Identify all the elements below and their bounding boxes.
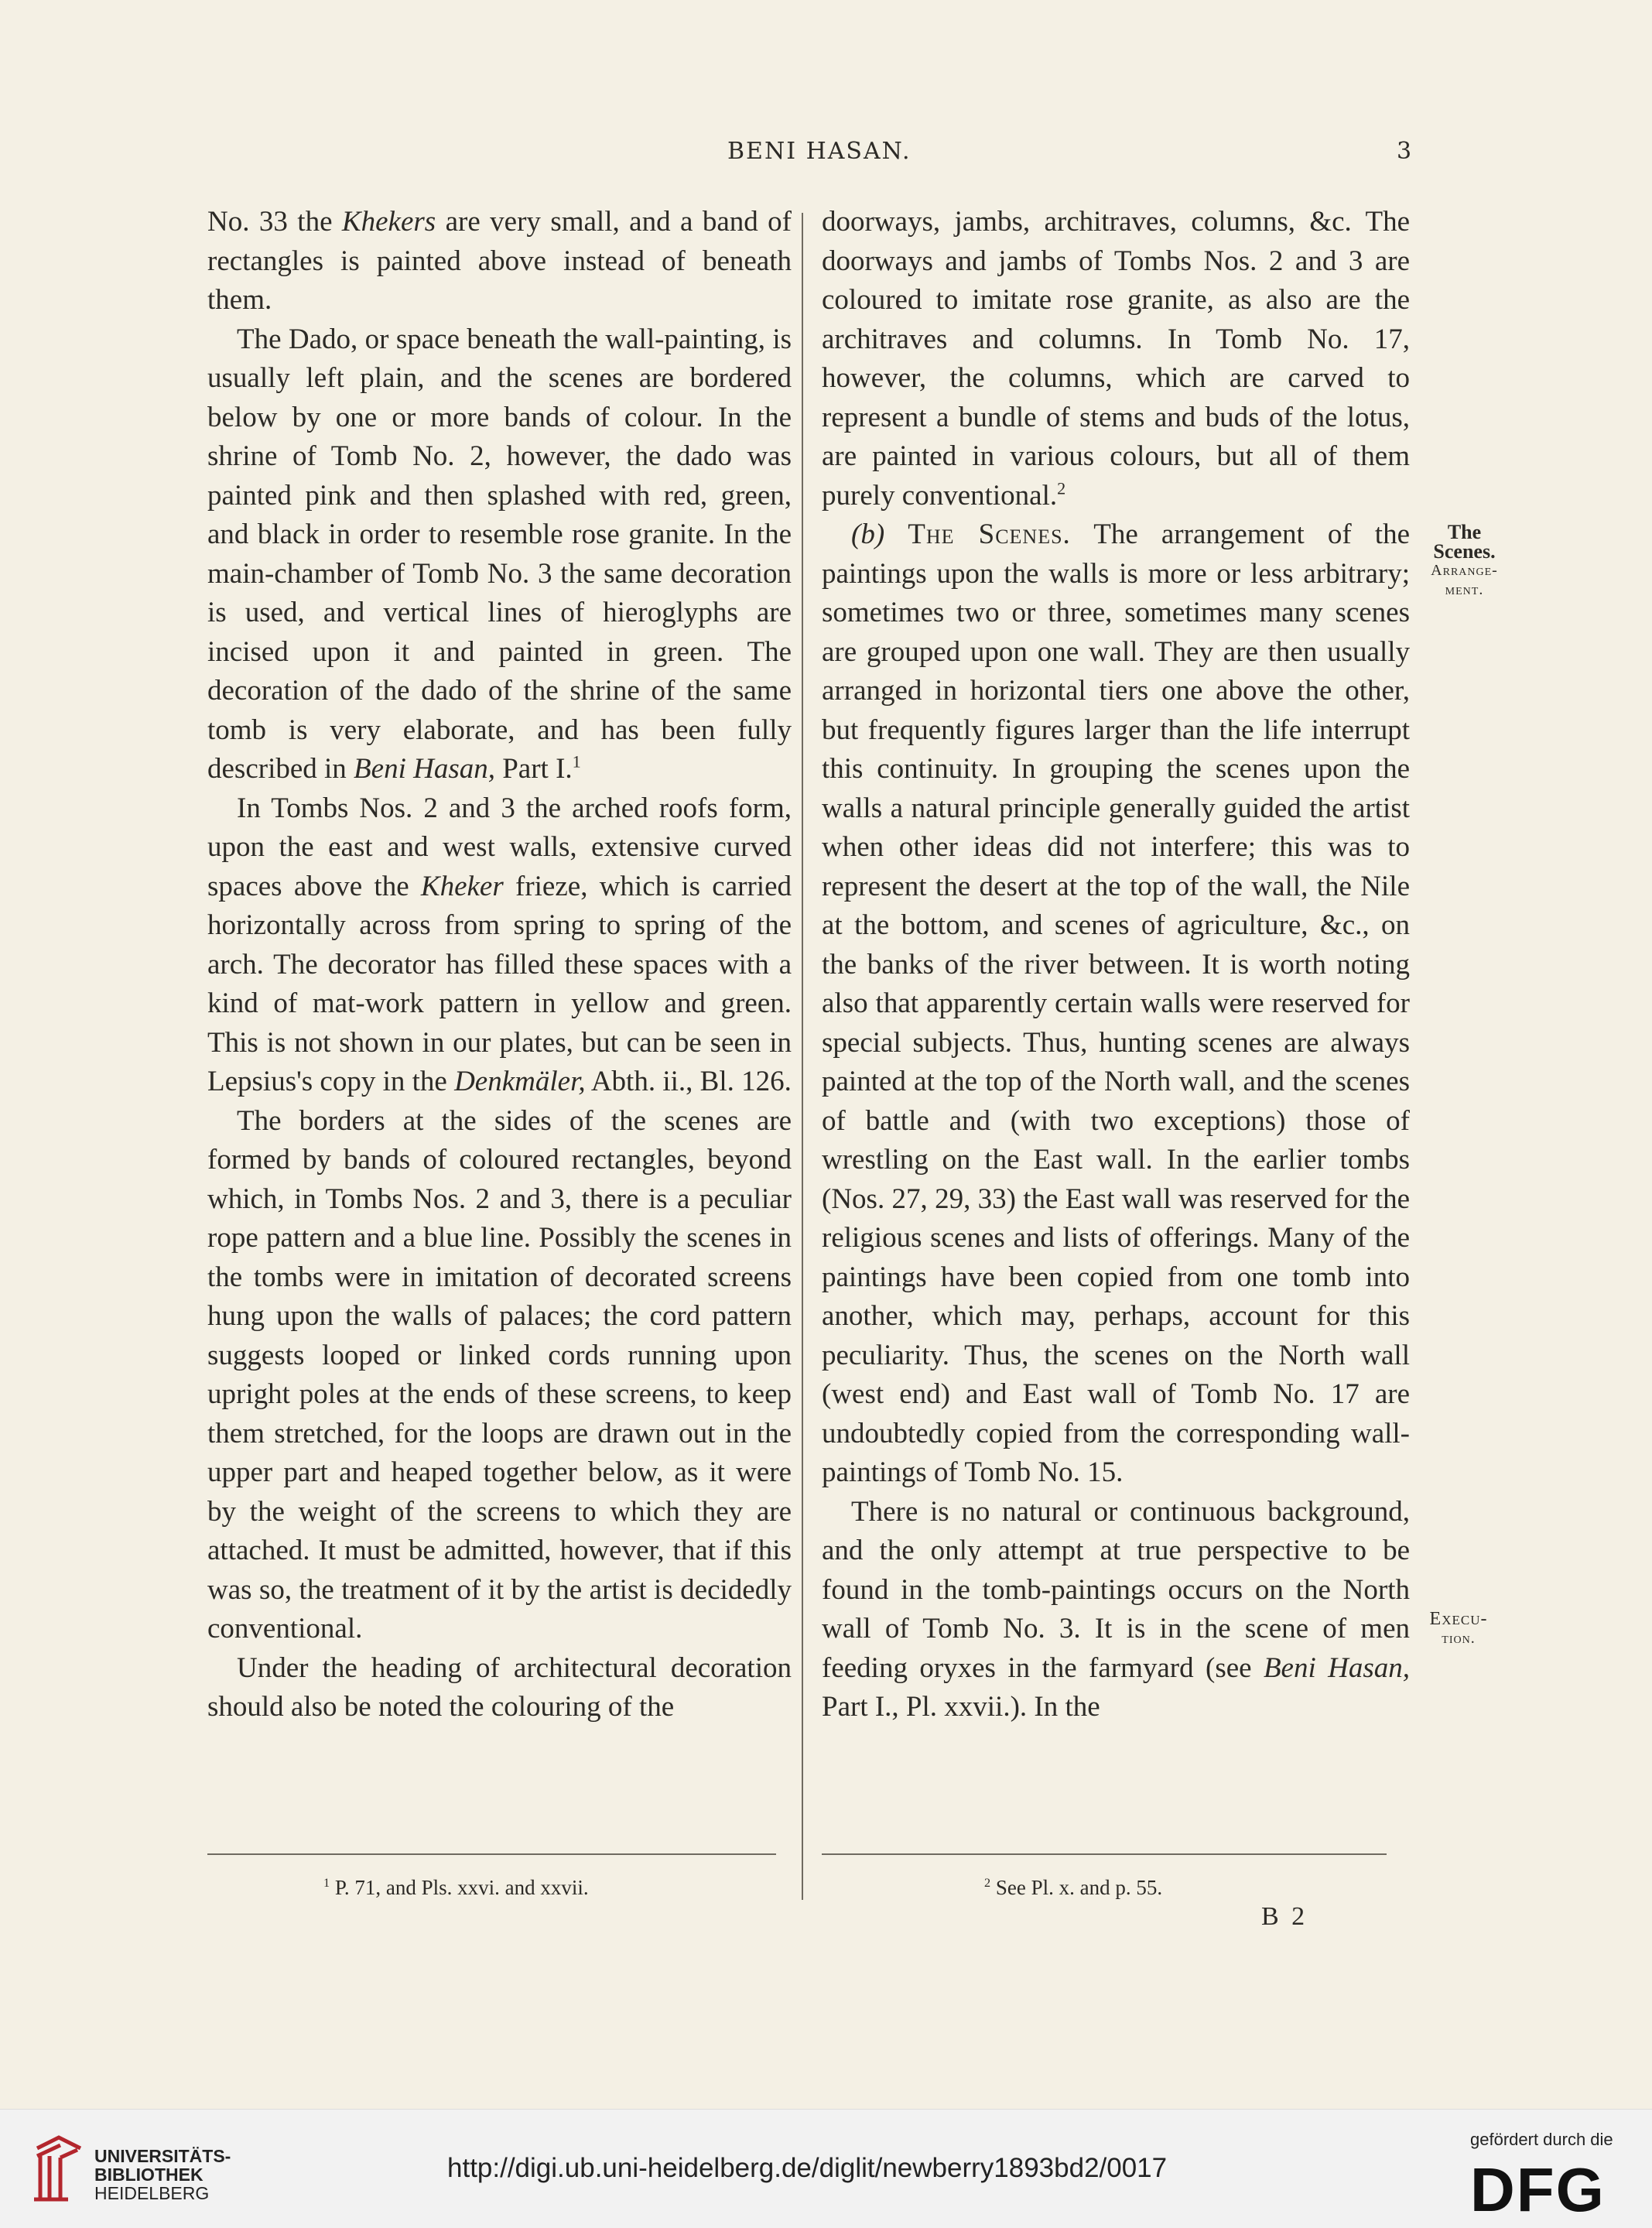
paragraph: No. 33 the Khekers are very small, and a band of rectangles is painted above instead of beneath them. bbox=[207, 206, 792, 316]
dfg-logo[interactable]: DFG bbox=[1470, 2155, 1606, 2224]
paragraph: In Tombs Nos. 2 and 3 the arched roofs form, upon the east and west walls, extensive curved spaces above the Kheker frieze, which is carried horizontally across from spring to spring of the arch. The decorator has filled these spaces with a kind of mat-work pattern in yellow and green. This is not shown in our plates, but can be seen in Lepsius's copy in the Denkmäler, Abth. ii., Bl. 126. bbox=[207, 792, 792, 1097]
paragraph: Under the heading of architectural decoration should also be noted the colouring of the bbox=[207, 1651, 792, 1723]
university-library-name: UNIVERSITÄTS- BIBLIOTHEK HEIDELBERG bbox=[94, 2146, 231, 2203]
margin-note-execution: Execu- tion. bbox=[1429, 1609, 1488, 1647]
permalink-url[interactable]: http://digi.ub.uni-heidelberg.de/diglit/newberry1893bd2/0017 bbox=[447, 2153, 1168, 2183]
page-header-title: BENI HASAN. bbox=[727, 138, 912, 165]
section-heading: The Scenes. bbox=[908, 518, 1071, 550]
footnote-2: $^2$ See Pl. x. and p. 55. bbox=[984, 1876, 1163, 1899]
margin-note-scenes: The Scenes. Arrange- ment. bbox=[1431, 521, 1498, 598]
footnote-rule bbox=[822, 1853, 1387, 1855]
footer-bar bbox=[0, 2109, 1652, 2228]
paragraph: doorways, jambs, architraves, columns, &c. The doorways and jambs of Tombs Nos. 2 and 3 are coloured to imitate rose granite, as also are the architraves and columns. In Tomb No. 17, however, the columns, which are carved to represent a bundle of stems and buds of the lotus, are painted in various colours, but all of them purely conventional.$^2$ bbox=[822, 206, 1410, 512]
funding-label: gefördert durch die bbox=[1470, 2130, 1613, 2149]
paragraph: (b) The Scenes. The arrangement of the paintings upon the walls is more or less arbitrary; sometimes two or three, sometimes many scenes are grouped upon one wall. They are then usually arranged in horizontal tiers one above the other, but frequently figures larger than the life interrupt this continuity. In grouping the scenes upon the walls a natural principle generally guided the artist when other ideas did not interfere; this was to represent the desert at the top of the wall, the Nile at the bottom, and scenes of agriculture, &c., on the banks of the river between. It is worth noting also that apparently certain walls were reserved for special subjects. Thus, hunting scenes are always painted at the top of the North wall, and the scenes of battle and (with two exceptions) those of wrestling on the East wall. In the earlier tombs (Nos. 27, 29, 33) the East wall was reserved for the religious scenes and lists of offerings. Many of the paintings have been copied from one tomb into another, which may, perhaps, account for this peculiarity. Thus, the scenes on the North wall (west end) and East wall of Tomb No. 17 are undoubtedly copied from the corresponding wall-paintings of Tomb No. 15. bbox=[822, 518, 1410, 1488]
left-column bbox=[207, 203, 792, 1727]
footnote-ref: 1 bbox=[572, 751, 581, 772]
page-number: 3 bbox=[1397, 138, 1414, 165]
university-library-logo-icon[interactable] bbox=[29, 2133, 88, 2208]
column-divider bbox=[802, 213, 803, 1900]
footnote-rule bbox=[207, 1853, 776, 1855]
paragraph: There is no natural or continuous background, and the only attempt at true perspective to be found in the tomb-paintings occurs on the North wall of Tomb No. 3. It is in the scene of men feeding oryxes in the farmyard (see Beni Hasan, Part I., Pl. xxvii.). In the bbox=[822, 1495, 1410, 1723]
footnote-ref: 2 bbox=[1057, 478, 1066, 498]
paragraph: The borders at the sides of the scenes are formed by bands of coloured rectangles, beyond which, in Tombs Nos. 2 and 3, there is a peculiar rope pattern and a blue line. Possibly the scenes in the tombs were in imitation of decorated screens hung upon the walls of palaces; the cord pattern suggests looped or linked cords running upon upright poles at the ends of these screens, to keep them stretched, for the loops are drawn out in the upper part and heaped together below, as it were by the weight of the screens to which they are attached. It must be admitted, however, that if this was so, the treatment of it by the artist is decidedly conventional. bbox=[207, 1104, 792, 1644]
signature-mark: B 2 bbox=[1261, 1902, 1308, 1931]
paragraph: The Dado, or space beneath the wall-painting, is usually left plain, and the scenes are bordered below by one or more bands of colour. In the shrine of Tomb No. 2, however, the dado was painted pink and then splashed with red, green, and black in order to resemble rose granite. In the main-chamber of Tomb No. 3 the same decoration is used, and vertical lines of hieroglyphs are incised upon it and painted in green. The decoration of the dado of the shrine of the same tomb is very elaborate, and has been fully described in Beni Hasan, Part I.$^1$ bbox=[207, 323, 792, 785]
footnote-1: $^1$ P. 71, and Pls. xxvi. and xxvii. bbox=[323, 1876, 589, 1899]
right-column bbox=[822, 203, 1410, 1727]
